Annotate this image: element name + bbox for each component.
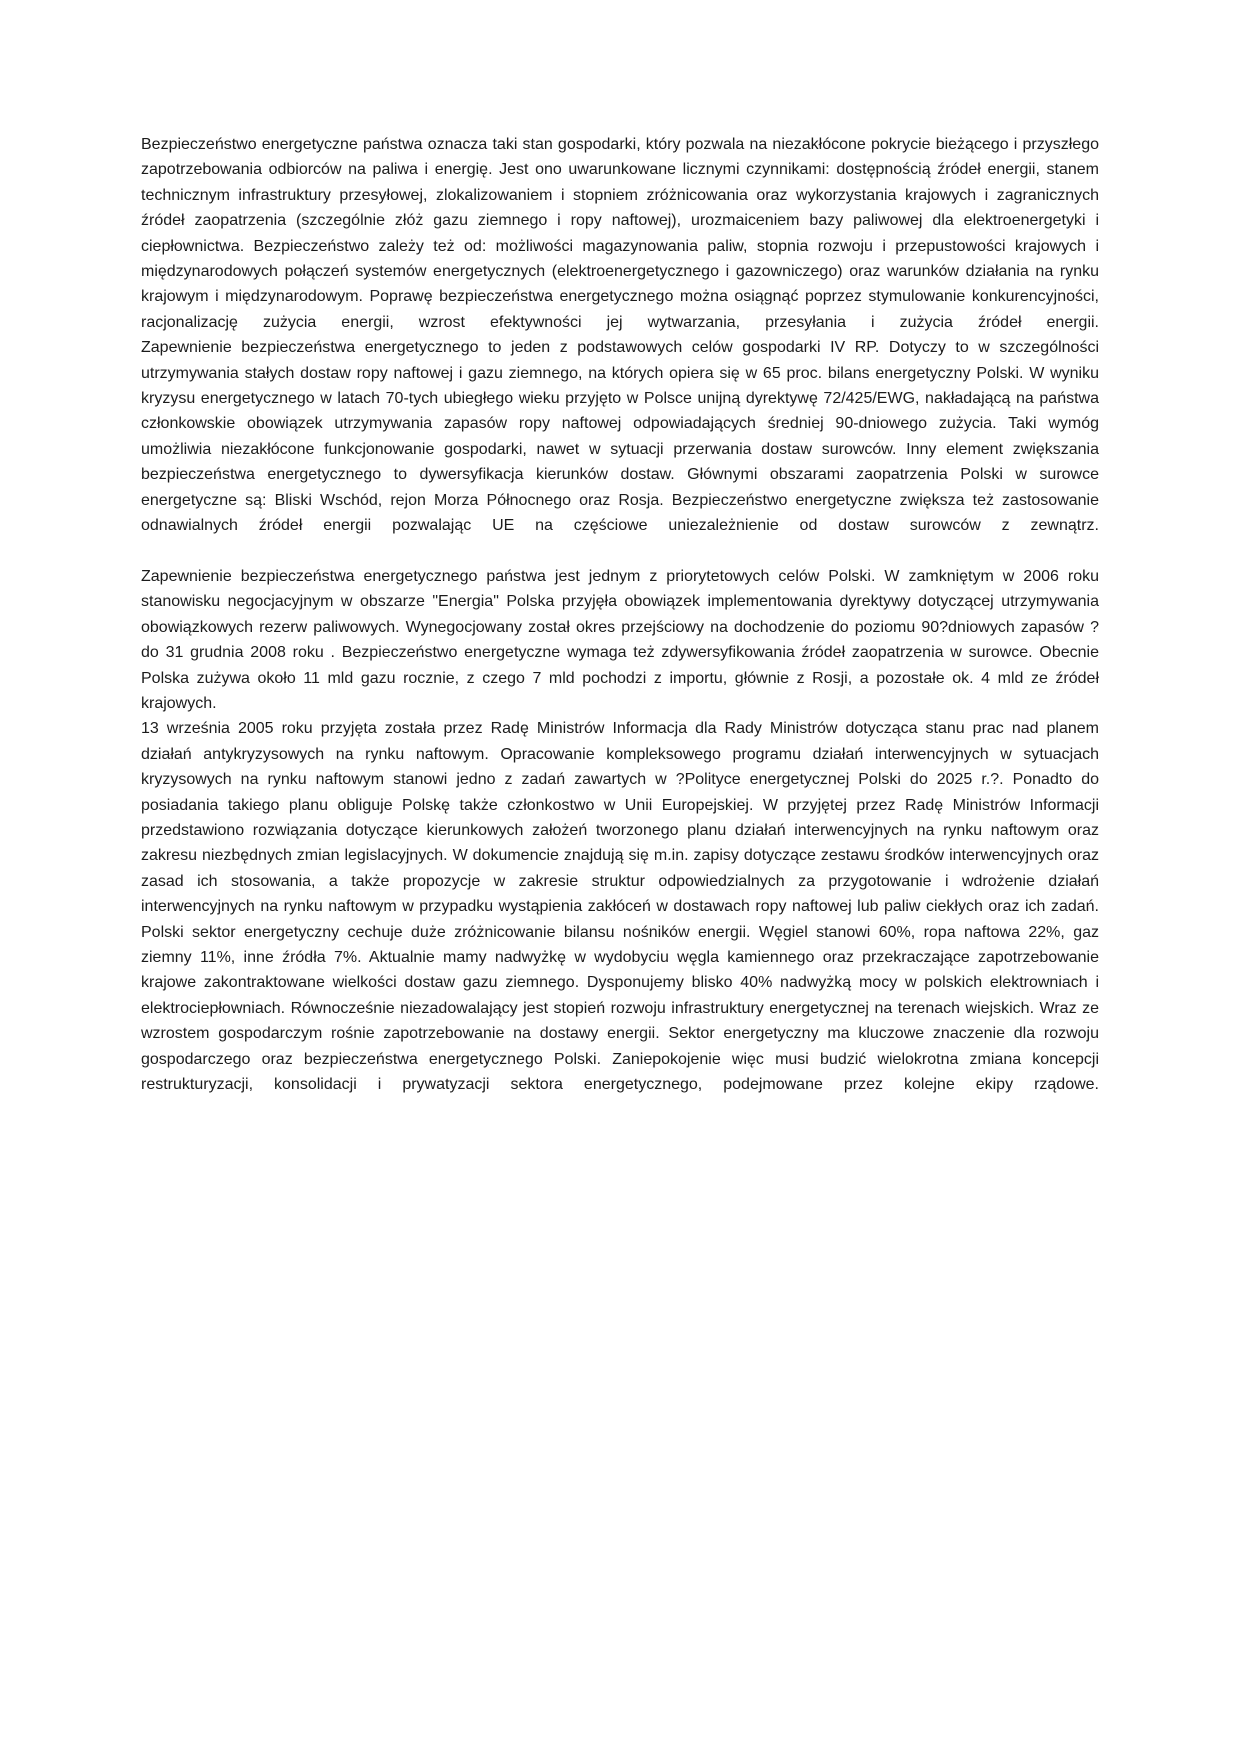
paragraph-energy-policy-poland [141,564,1099,1098]
text-segment: Bezpieczeństwo energetyczne państwa oznacza taki stan gospodarki, który pozwala na niezakłócone pokrycie bieżącego i przyszłego zapotrzebowania odbiorców na paliwa i energię. Jest ono uwarunkowane licznymi czynnikami: dostępnością źródeł energii, stanem technicznym infrastruktury przesyłowej, zlokalizowaniem i stopniem zróżnicowania oraz wykorzystania krajowych i zagranicznych źródeł zaopatrzenia (szczególnie złóż gazu ziemnego i ropy naftowej), urozmaiceniem bazy paliwowej dla elektroenergetyki i ciepłownictwa. Bezpieczeństwo zależy też od: możliwości magazynowania paliw, stopnia rozwoju i przepustowości krajowych i międzynarodowych połączeń systemów energetycznych (elektroenergetycznego i gazowniczego) oraz warunków działania na rynku krajowym i międzynarodowym. Poprawę bezpieczeństwa energetycznego można osiągnąć poprzez stymulowanie konkurencyjności, racjonalizację zużycia energii, wzrost efektywności jej wytwarzania, przesyłania i zużycia źródeł energii. [141,136,1099,331]
paragraph-energy-security-definition [141,132,1099,539]
text-segment: Polski sektor energetyczny cechuje duże zróżnicowanie bilansu nośników energii. Węgiel stanowi 60%, ropa naftowa 22%, gaz ziemny 11%, inne źródła 7%. Aktualnie mamy nadwyżkę w wydobyciu węgla kamiennego oraz przekraczające zapotrzebowanie krajowe zakontraktowane wielkości dostaw gazu ziemnego. Dysponujemy blisko 40% nadwyżką mocy w polskich elektrowniach i elektrociepłowniach. Równocześnie niezadowalający jest stopień rozwoju infrastruktury energetycznej na terenach wiejskich. Wraz ze wzrostem gospodarczym rośnie zapotrzebowanie na dostawy energii. Sektor energetyczny ma kluczowe znaczenie dla rozwoju gospodarczego oraz bezpieczeństwa energetycznego Polski. Zaniepokojenie więc musi budzić wielokrotna zmiana koncepcji restrukturyzacji, konsolidacji i prywatyzacji sektora energetycznego, podejmowane przez kolejne ekipy rządowe. [141,923,1099,1094]
text-segment: Zapewnienie bezpieczeństwa energetycznego państwa jest jednym z priorytetowych celów Polski. W zamkniętym w 2006 roku stanowisku negocjacyjnym w obszarze "Energia" Polska przyjęła obowiązek implementowania dyrektywy dotyczącej utrzymywania obowiązkowych rezerw paliwowych. Wynegocjowany został okres przejściowy na dochodzenie do poziomu 90?dniowych zapasów ? do 31 grudnia 2008 roku . Bezpieczeństwo energetyczne wymaga też zdywersyfikowania źródeł zaopatrzenia w surowce. Obecnie Polska zużywa około 11 mld gazu rocznie, z czego 7 mld pochodzi z importu, głównie z Rosji, a pozostałe ok. 4 mld ze źródeł krajowych. [141,567,1099,712]
text-segment: Zapewnienie bezpieczeństwa energetycznego to jeden z podstawowych celów gospodarki IV RP. Dotyczy to w szczególności utrzymywania stałych dostaw ropy naftowej i gazu ziemnego, na których opiera się w 65 proc. bilans energetyczny Polski. W wyniku kryzysu energetycznego w latach 70-tych ubiegłego wieku przyjęto w Polsce unijną dyrektywę 72/425/EWG, nakładającą na państwa członkowskie obowiązek utrzymywania zapasów ropy naftowej odpowiadających średniej 90-dniowego zużycia. Taki wymóg umożliwia niezakłócone funkcjonowanie gospodarki, nawet w sytuacji przerwania dostaw surowców. Inny element zwiększania bezpieczeństwa energetycznego to dywersyfikacja kierunków dostaw. Głównymi obszarami zaopatrzenia Polski w surowce energetyczne są: Bliski Wschód, rejon Morza Północnego oraz Rosja. Bezpieczeństwo energetyczne zwiększa też zastosowanie odnawialnych źródeł energii pozwalając UE na częściowe uniezależnienie od dostaw surowców z zewnątrz. [141,339,1099,535]
text-segment: 13 września 2005 roku przyjęta została przez Radę Ministrów Informacja dla Rady Ministrów dotycząca stanu prac nad planem działań antykryzysowych na rynku naftowym. Opracowanie kompleksowego programu działań interwencyjnych w sytuacjach kryzysowych na rynku naftowym stanowi jedno z zadań zawartych w ?Polityce energetycznej Polski do 2025 r.?. Ponadto do posiadania takiego planu obliguje Polskę także członkostwo w Unii Europejskiej. W przyjętej przez Radę Ministrów Informacji przedstawiono rozwiązania dotyczące kierunkowych założeń tworzonego planu działań interwencyjnych na rynku naftowym oraz zakresu niezbędnych zmian legislacyjnych. W dokumencie znajdują się m.in. zapisy dotyczące zestawu środków interwencyjnych oraz zasad ich stosowania, a także propozycje w zakresie struktur odpowiedzialnych za przygotowanie i wdrożenie działań interwencyjnych na rynku naftowym w przypadku wystąpienia zakłóceń w dostawach ropy naftowej lub paliw ciekłych oraz ich zadań. [141,720,1099,916]
